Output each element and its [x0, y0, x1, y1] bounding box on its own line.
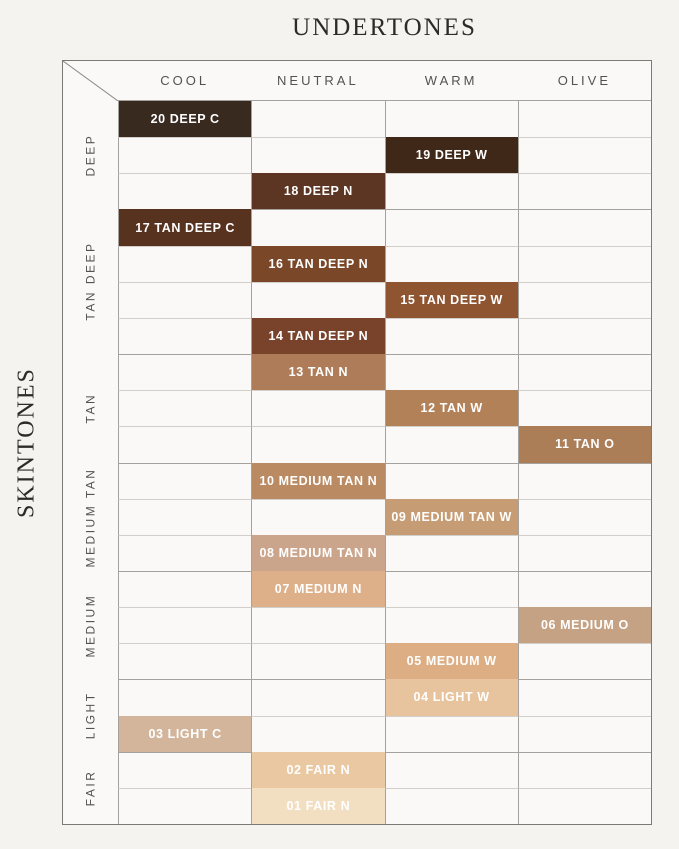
shade-cell-09-medium-tan-w: 09 MEDIUM TAN W — [385, 499, 518, 535]
empty-cell — [518, 463, 651, 499]
empty-cell — [518, 788, 651, 824]
empty-cell — [251, 679, 384, 715]
shade-cell-05-medium-w: 05 MEDIUM W — [385, 643, 518, 679]
empty-cell — [251, 607, 384, 643]
row-group-label-medium-tan: MEDIUM TAN — [83, 466, 98, 567]
shade-cell-03-light-c: 03 LIGHT C — [118, 716, 251, 752]
empty-cell — [518, 246, 651, 282]
shade-cell-12-tan-w: 12 TAN W — [385, 390, 518, 426]
empty-cell — [385, 607, 518, 643]
empty-cell — [518, 643, 651, 679]
empty-cell — [118, 463, 251, 499]
empty-cell — [118, 426, 251, 462]
corner-cell — [63, 61, 118, 101]
empty-cell — [518, 571, 651, 607]
diagonal-line-icon — [63, 61, 118, 101]
empty-cell — [385, 426, 518, 462]
shade-cell-01-fair-n: 01 FAIR N — [251, 788, 384, 824]
empty-cell — [118, 571, 251, 607]
empty-cell — [518, 137, 651, 173]
empty-cell — [385, 716, 518, 752]
empty-cell — [118, 788, 251, 824]
row-group-label-tan-deep: TAN DEEP — [83, 242, 98, 322]
shade-cell-15-tan-deep-w: 15 TAN DEEP W — [385, 282, 518, 318]
empty-cell — [118, 752, 251, 788]
shade-cell-07-medium-n: 07 MEDIUM N — [251, 571, 384, 607]
column-header-neutral: NEUTRAL — [251, 61, 384, 101]
empty-cell — [118, 246, 251, 282]
empty-cell — [518, 173, 651, 209]
empty-cell — [518, 282, 651, 318]
shade-cell-14-tan-deep-n: 14 TAN DEEP N — [251, 318, 384, 354]
empty-cell — [251, 426, 384, 462]
empty-cell — [118, 282, 251, 318]
empty-cell — [251, 101, 384, 137]
empty-cell — [385, 101, 518, 137]
shade-cell-08-medium-tan-n: 08 MEDIUM TAN N — [251, 535, 384, 571]
row-axis-title: SKINTONES — [13, 367, 40, 518]
shade-cell-20-deep-c: 20 DEEP C — [118, 101, 251, 137]
empty-cell — [385, 209, 518, 245]
shade-cell-13-tan-n: 13 TAN N — [251, 354, 384, 390]
empty-cell — [251, 716, 384, 752]
shade-cell-11-tan-o: 11 TAN O — [518, 426, 651, 462]
empty-cell — [385, 571, 518, 607]
row-group-label-tan: TAN — [83, 392, 98, 424]
empty-cell — [518, 101, 651, 137]
shade-cell-18-deep-n: 18 DEEP N — [251, 173, 384, 209]
row-group-label-deep: DEEP — [83, 133, 98, 177]
empty-cell — [518, 390, 651, 426]
empty-cell — [118, 390, 251, 426]
shade-cell-10-medium-tan-n: 10 MEDIUM TAN N — [251, 463, 384, 499]
empty-cell — [118, 643, 251, 679]
column-header-warm: WARM — [385, 61, 518, 101]
empty-cell — [251, 137, 384, 173]
empty-cell — [251, 209, 384, 245]
shade-cell-04-light-w: 04 LIGHT W — [385, 679, 518, 715]
shade-cell-19-deep-w: 19 DEEP W — [385, 137, 518, 173]
empty-cell — [385, 354, 518, 390]
shade-matrix — [62, 60, 652, 825]
row-group-label-fair: FAIR — [83, 769, 98, 807]
row-group-label-light: LIGHT — [83, 691, 98, 740]
shade-cell-06-medium-o: 06 MEDIUM O — [518, 607, 651, 643]
empty-cell — [118, 499, 251, 535]
empty-cell — [518, 499, 651, 535]
empty-cell — [518, 354, 651, 390]
empty-cell — [251, 643, 384, 679]
empty-cell — [118, 679, 251, 715]
empty-cell — [118, 137, 251, 173]
empty-cell — [118, 535, 251, 571]
empty-cell — [251, 282, 384, 318]
shade-cell-17-tan-deep-c: 17 TAN DEEP C — [118, 209, 251, 245]
empty-cell — [518, 535, 651, 571]
empty-cell — [385, 318, 518, 354]
empty-cell — [518, 716, 651, 752]
empty-cell — [118, 354, 251, 390]
empty-cell — [251, 390, 384, 426]
empty-cell — [251, 499, 384, 535]
column-header-cool: COOL — [118, 61, 251, 101]
empty-cell — [385, 535, 518, 571]
empty-cell — [385, 788, 518, 824]
empty-cell — [385, 752, 518, 788]
shade-cell-16-tan-deep-n: 16 TAN DEEP N — [251, 246, 384, 282]
empty-cell — [385, 173, 518, 209]
empty-cell — [518, 318, 651, 354]
empty-cell — [385, 246, 518, 282]
column-header-olive: OLIVE — [518, 61, 651, 101]
row-group-label-medium: MEDIUM — [83, 593, 98, 657]
empty-cell — [118, 607, 251, 643]
empty-cell — [518, 679, 651, 715]
empty-cell — [385, 463, 518, 499]
empty-cell — [518, 209, 651, 245]
empty-cell — [118, 173, 251, 209]
empty-cell — [118, 318, 251, 354]
empty-cell — [518, 752, 651, 788]
shade-cell-02-fair-n: 02 FAIR N — [251, 752, 384, 788]
chart-title: UNDERTONES — [292, 14, 477, 41]
